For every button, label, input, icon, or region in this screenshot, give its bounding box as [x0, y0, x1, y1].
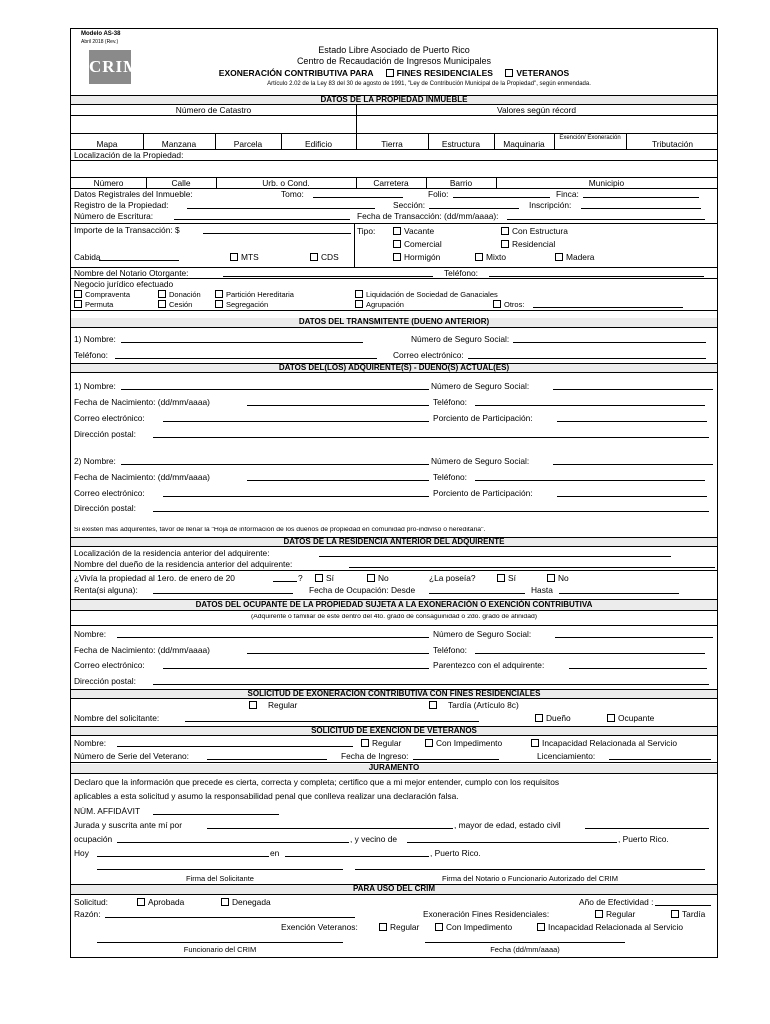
residencia-localizacion-row[interactable] — [71, 549, 717, 560]
address-columns-row — [71, 178, 717, 189]
exo-vet-label: Exención Veteranos: — [281, 923, 358, 932]
checkbox-posee-si[interactable] — [497, 574, 505, 582]
section-crim: PARA USO DEL CRIM — [71, 885, 717, 895]
exo-fines-label: Exoneración Fines Residenciales: — [423, 910, 550, 919]
negocio-label: Negocio jurídico efectuado — [74, 279, 174, 289]
opt-crim-vet-regular — [377, 923, 419, 931]
juramento-text-1 — [71, 778, 717, 789]
opt-crim-tardia — [669, 910, 705, 918]
ocupante-correo-row[interactable] — [71, 661, 717, 672]
escritura-row[interactable] — [71, 212, 717, 224]
checkbox-crim-tardia[interactable] — [671, 910, 679, 918]
section-residencia: DATOS DE LA RESIDENCIA ANTERIOR DEL ADQUIRENTE — [71, 537, 717, 547]
mixto-label: Mixto — [486, 252, 507, 262]
checkbox-madera[interactable] — [555, 253, 563, 261]
checkbox-vacante[interactable] — [393, 227, 401, 235]
opt-residencial — [499, 240, 555, 248]
serie-label: Número de Serie del Veterano: — [74, 752, 189, 761]
residencia-dueno-label: Nombre del dueño de la residencia anterior del adquirente: — [74, 560, 293, 569]
opt-comercial — [391, 240, 442, 248]
opt-permuta — [72, 300, 113, 309]
escritura-label: Número de Escritura: — [74, 212, 154, 221]
center-name: Centro de Recaudación de Ingresos Municipales — [296, 56, 492, 66]
comercial-label: Comercial — [404, 239, 442, 249]
cesion-label: Cesión — [169, 300, 193, 309]
agrupacion-label: Agrupación — [366, 300, 404, 309]
crim-fecha-label: Fecha (dd/mm/aaaa) — [490, 945, 560, 954]
opt-cds — [308, 253, 339, 261]
affidavit-row[interactable] — [71, 807, 717, 818]
opt-madera — [553, 253, 594, 261]
transmitente-ss-label: Número de Seguro Social: — [411, 335, 510, 344]
checkbox-posee-no[interactable] — [547, 574, 555, 582]
section-adquirentes: DATOS DEL(LOS) ADQUIRENTE(S) - DUEÑO(S) ACTUAL(ES) — [71, 363, 717, 373]
ocupacion-row[interactable] — [71, 835, 717, 846]
ocupante-nombre-label: Nombre: — [74, 630, 107, 639]
adq2-ss-label: Número de Seguro Social: — [431, 457, 530, 466]
adq1-porciento-label: Porciento de Participación: — [433, 414, 533, 423]
jur-ocupacion-label: ocupación — [74, 835, 113, 844]
checkbox-dueno[interactable] — [535, 714, 543, 722]
checkbox-aprobada[interactable] — [137, 898, 145, 906]
particion-label: Partición Hereditaria — [226, 290, 294, 299]
juramento-text-2-content: aplicables a esta solicitud y asumo la responsabilidad penal que conlleva realizar una declaración falsa. — [74, 792, 459, 801]
adq2-correo-label: Correo electrónico: — [74, 489, 145, 498]
col-maquinaria: Maquinaria — [503, 139, 545, 149]
checkbox-vet-impedimento[interactable] — [425, 739, 433, 747]
ocupante-direccion-label: Dirección postal: — [74, 677, 136, 686]
checkbox-vivia-no[interactable] — [367, 574, 375, 582]
vecino-label: , y vecino de — [350, 835, 398, 844]
opt-fines-label: FINES RESIDENCIALES — [396, 68, 493, 78]
opt-particion — [213, 290, 294, 299]
tipo-label: Tipo: — [357, 226, 376, 236]
checkbox-denegada[interactable] — [221, 898, 229, 906]
checkbox-solicitud-tardia[interactable] — [429, 701, 437, 709]
checkbox-hormigon[interactable] — [393, 253, 401, 261]
checkbox-veteranos[interactable] — [505, 69, 513, 77]
opt-agrupacion — [353, 300, 404, 309]
transmitente-nombre-label: 1) Nombre: — [74, 335, 116, 344]
opt-con-estructura — [499, 227, 568, 235]
crim-vet-regular-label: Regular — [390, 923, 420, 932]
localizacion-label: Localización de la Propiedad: — [74, 150, 184, 160]
juramento-text-1-content: Declaro que la información que precede es cierta, correcta y completa; certifico que a mi mejor entender, cumplo con los requisitos — [74, 778, 560, 787]
notario-row[interactable] — [71, 268, 717, 279]
checkbox-mts[interactable] — [230, 253, 238, 261]
checkbox-vet-regular[interactable] — [361, 739, 369, 747]
checkbox-solicitud-regular[interactable] — [249, 701, 257, 709]
section-property: DATOS DE LA PROPIEDAD INMUEBLE — [71, 95, 717, 105]
checkbox-crim-vet-regular[interactable] — [379, 923, 387, 931]
transmitente-correo-label: Correo electrónico: — [393, 351, 464, 360]
vet-impedimento-label: Con Impedimento — [436, 739, 503, 748]
notario-telefono-label: Teléfono: — [444, 268, 478, 278]
funcionario-label: Funcionario del CRIM — [183, 945, 257, 954]
checkbox-fines-residenciales[interactable] — [386, 69, 394, 77]
adq1-telefono-label: Teléfono: — [433, 398, 467, 407]
vet-regular-label: Regular — [372, 739, 402, 748]
opt-vet-impedimento — [423, 739, 502, 747]
hoy-label: Hoy — [74, 849, 89, 858]
opt-liquidacion — [353, 290, 498, 299]
crim-veteranos-row — [71, 923, 717, 934]
valores-label: Valores según récord — [497, 105, 576, 115]
adq1-nombre-row[interactable] — [71, 382, 717, 393]
efectividad-label: Año de Efectividad : — [579, 898, 654, 907]
hoy-pr-label: , Puerto Rico. — [430, 849, 481, 858]
adq2-correo-row[interactable] — [71, 489, 717, 500]
checkbox-vet-incapacidad[interactable] — [531, 739, 539, 747]
section-solicitud: SOLICITUD DE EXONERACIÓN CONTRIBUTIVA CON FINES RESIDENCIALES — [71, 689, 717, 699]
vivia-si-label: Sí — [326, 574, 334, 583]
crim-razon-row[interactable] — [71, 910, 717, 921]
address-input-row[interactable] — [71, 161, 717, 178]
checkbox-particion[interactable] — [215, 290, 223, 298]
col-manzana: Manzana — [161, 139, 197, 149]
checkbox-cesion[interactable] — [158, 300, 166, 308]
adquirentes-nota-text: Si existen más adquirentes, favor de llenar la "Hoja de información de los dueños de propiedad en comunidad pro-indiviso o hereditaria". — [74, 527, 486, 533]
affidavit-label: NÚM. AFFIDÁVIT — [74, 807, 141, 816]
opt-dueno — [533, 714, 571, 722]
cabida-label: Cabida — [74, 252, 101, 262]
solicitud-regular-label: Regular — [268, 701, 298, 710]
checkbox-ocupante[interactable] — [607, 714, 615, 722]
opt-compraventa — [72, 290, 130, 299]
solicitud-tardia-label: Tardía (Artículo 8c) — [448, 701, 519, 710]
registrales-row[interactable] — [71, 190, 717, 201]
checkbox-compraventa[interactable] — [74, 290, 82, 298]
opt-vivia-si — [313, 574, 334, 582]
adq2-telefono-label: Teléfono: — [433, 473, 467, 482]
residencia-vivia-row[interactable] — [71, 574, 717, 585]
residencia-q-mark: ? — [298, 574, 303, 583]
renta-label: Renta(si alguna): — [74, 586, 138, 595]
mayor-label: , mayor de edad, estado civil — [454, 821, 561, 830]
checkbox-cds[interactable] — [310, 253, 318, 261]
finca-label: Finca: — [556, 190, 579, 199]
col-calle: Calle — [171, 178, 191, 188]
opt-veteranos-label: VETERANOS — [516, 68, 570, 78]
crim-solicitud-row — [71, 898, 717, 909]
residencial-label: Residencial — [512, 239, 556, 249]
vacante-label: Vacante — [404, 226, 435, 236]
adq2-direccion-label: Dirección postal: — [74, 504, 136, 513]
veteranos-nombre-row[interactable] — [71, 739, 717, 750]
opt-cesion — [156, 300, 192, 309]
jurada-label: Jurada y suscrita ante mí por — [74, 821, 182, 830]
agency-name: Estado Libre Asociado de Puerto Rico — [318, 45, 470, 55]
checkbox-con-estructura[interactable] — [501, 227, 509, 235]
adq1-direccion-row[interactable] — [71, 430, 717, 441]
ocupante-subtitle — [71, 614, 717, 623]
ocupacion-desde-label: Fecha de Ocupación: Desde — [309, 586, 416, 595]
opt-solicitud-tardia — [427, 701, 519, 709]
adq2-porciento-label: Porciento de Participación: — [433, 489, 533, 498]
section-transmitente: DATOS DEL TRANSMITENTE (DUEÑO ANTERIOR) — [71, 318, 717, 328]
denegada-label: Denegada — [232, 898, 271, 907]
checkbox-crim-vet-incapacidad[interactable] — [537, 923, 545, 931]
crim-regular-label: Regular — [606, 910, 636, 919]
crim-solicitud-label: Solicitud: — [74, 898, 108, 907]
catastro-label: Número de Catastro — [175, 105, 252, 115]
liquidacion-label: Liquidación de Sociedad de Ganaciales — [366, 290, 498, 299]
checkbox-segregacion[interactable] — [215, 300, 223, 308]
ocupante-subtitle-text: (Adquirente o familiar de éste dentro del 4to. grado de consaguinidad o 2do. grado de afinidad) — [250, 614, 538, 620]
segregacion-label: Segregación — [226, 300, 269, 309]
adquirentes-nota — [71, 527, 717, 536]
adq1-nacimiento-row[interactable] — [71, 398, 717, 409]
col-tierra: Tierra — [381, 139, 403, 149]
transmitente-telefono-label: Teléfono: — [74, 351, 108, 360]
veteranos-nombre-label: Nombre: — [74, 739, 107, 748]
posee-si-label: Sí — [508, 574, 516, 583]
vivia-no-label: No — [378, 574, 389, 583]
opt-crim-vet-impedimento — [433, 923, 512, 931]
transmitente-telefono-row[interactable] — [71, 351, 717, 362]
fecha-trans-label: Fecha de Transacción: (dd/mm/aaaa): — [357, 212, 499, 221]
importe-tipo-block — [71, 224, 717, 268]
model-number: Modelo AS-38 — [81, 31, 121, 37]
catastro-header-row — [71, 105, 717, 116]
opt-mixto — [473, 253, 506, 261]
compraventa-label: Compraventa — [85, 290, 131, 299]
ocupante-ss-label: Número de Seguro Social: — [433, 630, 532, 639]
adq1-ss-label: Número de Seguro Social: — [431, 382, 530, 391]
col-edificio: Edificio — [305, 139, 332, 149]
opt-posee-si — [495, 574, 516, 582]
col-municipio: Municipio — [588, 178, 625, 188]
notario-label: Nombre del Notario Otorgante: — [74, 268, 189, 278]
con-estructura-label: Con Estructura — [512, 226, 568, 236]
hoy-row[interactable] — [71, 849, 717, 860]
adq2-nombre-label: 2) Nombre: — [74, 457, 116, 466]
vecino-pr-label: , Puerto Rico. — [618, 835, 669, 844]
section-juramento: JURAMENTO — [71, 764, 717, 774]
adq2-nombre-row[interactable] — [71, 457, 717, 468]
ocupante-nacimiento-label: Fecha de Nacimiento: (dd/mm/aaaa) — [74, 646, 210, 655]
residencia-localizacion-label: Localización de la residencia anterior del adquirente: — [74, 549, 270, 558]
crim-vet-impedimento-label: Con Impedimento — [446, 923, 513, 932]
catastro-columns-row — [71, 134, 717, 150]
folio-label: Folio: — [428, 190, 449, 199]
checkbox-residencial[interactable] — [501, 240, 509, 248]
opt-vacante — [391, 227, 434, 235]
mts-label: MTS — [241, 252, 259, 262]
residencia-renta-row[interactable] — [71, 586, 717, 597]
ocupante-nombre-row[interactable] — [71, 630, 717, 641]
hormigon-label: Hormigón — [404, 252, 441, 262]
adq1-correo-label: Correo electrónico: — [74, 414, 145, 423]
ocupante-direccion-row[interactable] — [71, 677, 717, 688]
negocio-block — [71, 279, 717, 311]
checkbox-permuta[interactable] — [74, 300, 82, 308]
donacion-label: Donación — [169, 290, 201, 299]
adq2-nacimiento-row[interactable] — [71, 473, 717, 484]
opt-ocupante — [605, 714, 654, 722]
col-tributacion: Tributación — [651, 139, 694, 149]
residencia-vivia-label: ¿Vivía la propiedad al 1ero. de enero de 20 — [74, 574, 235, 583]
crim-vet-incapacidad-label: Incapacidad Relacionada al Servicio — [548, 923, 684, 932]
adq2-nacimiento-label: Fecha de Nacimiento: (dd/mm/aaaa) — [74, 473, 210, 482]
crim-tardia-label: Tardía — [682, 910, 706, 919]
ocupante-telefono-label: Teléfono: — [433, 646, 467, 655]
opt-otros — [491, 300, 524, 309]
form-as38 — [70, 28, 718, 958]
form-title — [71, 69, 717, 78]
checkbox-otros[interactable] — [493, 300, 501, 308]
checkbox-comercial[interactable] — [393, 240, 401, 248]
checkbox-liquidacion[interactable] — [355, 290, 363, 298]
form-title-text: EXONERACIÓN CONTRIBUTIVA PARA — [218, 68, 374, 78]
col-carretera: Carretera — [373, 178, 409, 188]
opt-vet-regular — [359, 739, 401, 747]
adq1-correo-row[interactable] — [71, 414, 717, 425]
permuta-label: Permuta — [85, 300, 114, 309]
en-label: en — [270, 849, 280, 858]
opt-denegada — [219, 898, 271, 906]
importe-label: Importe de la Transacción: $ — [74, 225, 180, 235]
col-exencion: Exención/ Exoneración — [559, 135, 621, 141]
signature-labels — [71, 873, 717, 885]
section-ocupante: DATOS DEL OCUPANTE DE LA PROPIEDAD SUJETA A LA EXONERACIÓN O EXENCIÓN CONTRIBUTIVA — [71, 599, 717, 611]
checkbox-crim-vet-impedimento[interactable] — [435, 923, 443, 931]
solicitud-tipo-row — [71, 701, 717, 711]
section-veteranos: SOLICITUD DE EXENCIÓN DE VETERANOS — [71, 726, 717, 736]
firma-notario-label: Firma del Notario o Funcionario Autorizado del CRIM — [442, 874, 618, 883]
catastro-input-row[interactable] — [71, 116, 717, 134]
adq1-nombre-label: 1) Nombre: — [74, 382, 116, 391]
inscripcion-label: Inscripción: — [529, 201, 572, 210]
checkbox-mixto[interactable] — [475, 253, 483, 261]
revision-date: Abril 2018 (Rev.) — [81, 39, 119, 45]
transmitente-nombre-row[interactable] — [71, 335, 717, 346]
tomo-label: Tomo: — [281, 190, 304, 199]
adq2-direccion-row[interactable] — [71, 504, 717, 515]
dueno-label: Dueño — [546, 714, 571, 723]
parentezco-label: Parentezco con el adquirente: — [433, 661, 545, 670]
ocupante-option-label: Ocupante — [618, 714, 655, 723]
jurada-row[interactable] — [71, 821, 717, 832]
checkbox-vivia-si[interactable] — [315, 574, 323, 582]
crim-logo: CRIM — [89, 50, 131, 84]
opt-crim-vet-incapacidad — [535, 923, 683, 931]
col-urb: Urb. o Cond. — [262, 178, 310, 188]
crim-signature — [71, 942, 717, 956]
registrales-label: Datos Registrales del Inmueble: — [74, 190, 193, 199]
solicitante-row[interactable] — [71, 714, 717, 724]
madera-label: Madera — [566, 252, 595, 262]
otros-label: Otros: — [504, 300, 525, 309]
opt-donacion — [156, 290, 201, 299]
opt-aprobada — [135, 898, 184, 906]
seccion-label: Sección: — [393, 201, 426, 210]
opt-segregacion — [213, 300, 268, 309]
opt-hormigon — [391, 253, 440, 261]
ingreso-label: Fecha de Ingreso: — [341, 752, 409, 761]
opt-mts — [228, 253, 259, 261]
ocupante-correo-label: Correo electrónico: — [74, 661, 145, 670]
col-mapa: Mapa — [96, 139, 118, 149]
opt-solicitud-regular — [247, 701, 297, 709]
col-estructura: Estructura — [441, 139, 481, 149]
col-barrio: Barrio — [449, 178, 473, 188]
juramento-text-2 — [71, 792, 717, 803]
firma-solicitante-label: Firma del Solicitante — [186, 874, 254, 883]
registro-row[interactable] — [71, 201, 717, 212]
adq1-nacimiento-label: Fecha de Nacimiento: (dd/mm/aaaa) — [74, 398, 210, 407]
opt-crim-regular — [593, 910, 635, 918]
razon-label: Razón: — [74, 910, 101, 919]
solicitante-label: Nombre del solicitante: — [74, 714, 160, 723]
law-reference: Artículo 2.02 de la Ley 83 del 30 de agosto de 1991, "Ley de Contribución Municipal de la Propiedad", según enmendada. — [267, 81, 591, 87]
cds-label: CDS — [321, 252, 339, 262]
la-posee-label: ¿La poseía? — [429, 574, 476, 583]
licenciamiento-label: Licenciamiento: — [537, 752, 596, 761]
opt-posee-no — [545, 574, 569, 582]
col-parcela: Parcela — [233, 139, 263, 149]
hasta-label: Hasta — [531, 586, 553, 595]
posee-no-label: No — [558, 574, 569, 583]
ocupante-nacimiento-row[interactable] — [71, 646, 717, 657]
vet-incapacidad-label: Incapacidad Relacionada al Servicio — [542, 739, 678, 748]
opt-vet-incapacidad — [529, 739, 677, 747]
col-numero: Número — [93, 178, 124, 188]
veteranos-serie-row[interactable] — [71, 752, 717, 763]
aprobada-label: Aprobada — [148, 898, 185, 907]
residencia-dueno-row[interactable] — [71, 560, 717, 571]
form-header — [71, 29, 717, 89]
localizacion-row[interactable] — [71, 150, 717, 161]
adq1-direccion-label: Dirección postal: — [74, 430, 136, 439]
registro-label: Registro de la Propiedad: — [74, 201, 169, 210]
checkbox-agrupacion[interactable] — [355, 300, 363, 308]
opt-vivia-no — [365, 574, 389, 582]
checkbox-donacion[interactable] — [158, 290, 166, 298]
checkbox-crim-regular[interactable] — [595, 910, 603, 918]
